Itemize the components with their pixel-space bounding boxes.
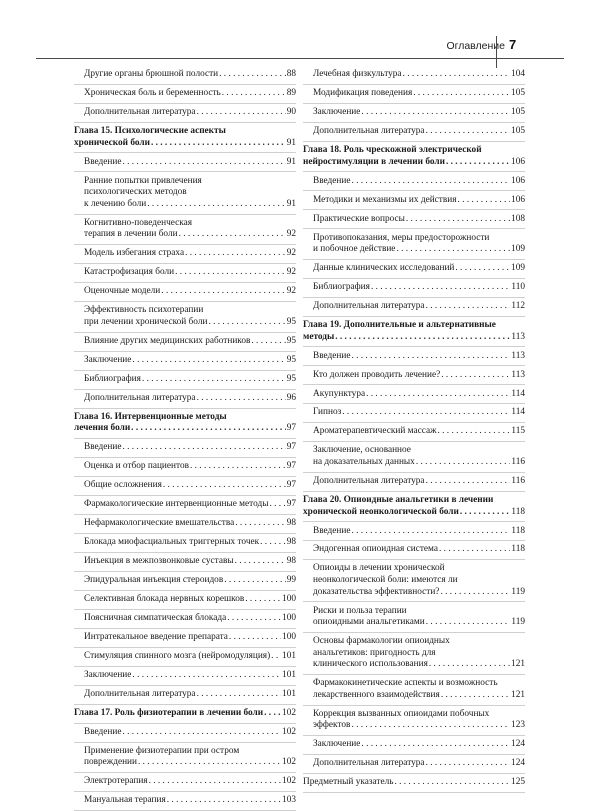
dot-leader — [161, 286, 285, 298]
toc-entry — [74, 245, 296, 264]
toc-entry — [303, 172, 525, 191]
toc-page-number: 113 — [511, 350, 525, 361]
dot-leader — [147, 199, 285, 211]
toc-page-number: 102 — [282, 707, 296, 718]
toc-page-number: 109 — [511, 244, 525, 255]
toc-page-number: 97 — [286, 499, 296, 510]
toc-entry — [74, 553, 296, 572]
toc-page-number: 102 — [282, 757, 296, 768]
toc-entry-title-line: Модификация поведения — [313, 88, 413, 99]
toc-entry-title-line: Хроническая боль и беременность — [84, 88, 221, 99]
toc-entry — [74, 496, 296, 515]
dot-leader — [269, 499, 285, 511]
toc-entry-title-line: Блокада миофасциальных триггерных точек — [84, 537, 260, 548]
toc-page-number: 91 — [286, 156, 296, 167]
toc-chapter-entry — [74, 123, 296, 154]
dot-leader — [351, 176, 510, 188]
toc-chapter-entry — [303, 317, 525, 348]
toc-page-number: 101 — [282, 650, 296, 661]
toc-entry-title-line: Поясничная симпатическая блокада — [84, 612, 227, 623]
toc-entry-title-line: Заключение — [313, 107, 361, 118]
dot-leader — [439, 544, 510, 556]
toc-page-number: 106 — [511, 175, 525, 186]
toc-entry — [74, 283, 296, 302]
toc-entry — [74, 629, 296, 648]
toc-entry — [74, 458, 296, 477]
toc-entry-title-line: анальгетиков: пригодность для — [313, 647, 436, 658]
dot-leader — [458, 195, 511, 207]
toc-page-number: 92 — [286, 267, 296, 278]
toc-entry-title-line: Библиография — [313, 282, 370, 293]
dot-leader — [335, 332, 510, 344]
dot-leader — [342, 407, 510, 419]
toc-entry-title-line: и побочное действие — [313, 244, 396, 255]
dot-leader — [446, 157, 510, 169]
toc-page-number: 104 — [511, 69, 525, 80]
dot-leader — [413, 88, 510, 100]
toc-entry — [303, 602, 525, 633]
toc-chapter-entry — [303, 492, 525, 523]
dot-leader — [441, 690, 510, 702]
toc-entry-title-line: эффектов — [313, 720, 351, 731]
toc-entry — [303, 442, 525, 473]
toc-entry-title-line: неонкологической боли: имеются ли — [313, 575, 458, 586]
toc-entry-title-line: Заключение — [84, 669, 132, 680]
toc-entry — [303, 736, 525, 755]
toc-entry-title-line: повреждении — [84, 757, 137, 768]
dot-leader — [438, 426, 511, 438]
toc-entry — [74, 390, 296, 409]
dot-leader — [366, 389, 510, 401]
toc-page-number: 100 — [282, 631, 296, 642]
toc-entry — [303, 404, 525, 423]
toc-page-number: 118 — [511, 506, 525, 517]
toc-page-number: 118 — [511, 544, 525, 555]
toc-page-number: 103 — [282, 795, 296, 806]
page-number: 7 — [509, 37, 517, 52]
toc-entry-title-line: Эндогенная опиоидная система — [313, 544, 439, 555]
toc-entry-title-line: Дополнительная литература — [84, 392, 196, 403]
toc-page-number: 101 — [282, 688, 296, 699]
dot-leader — [167, 795, 281, 807]
toc-entry — [74, 352, 296, 371]
toc-page-number: 115 — [511, 426, 525, 437]
dot-leader — [149, 776, 281, 788]
toc-entry — [303, 191, 525, 210]
toc-entry — [303, 755, 525, 774]
toc-entry-title-line: к лечению боли — [84, 198, 147, 209]
toc-page-number: 105 — [511, 88, 525, 99]
toc-entry-title-line: Методики и механизмы их действия — [313, 194, 457, 205]
toc-page-number: 98 — [286, 556, 296, 567]
toc-entry — [303, 260, 525, 279]
dot-leader — [416, 457, 511, 469]
toc-entry-title-line: Дополнительная литература — [313, 758, 425, 769]
toc-page-number: 92 — [286, 229, 296, 240]
dot-leader — [426, 301, 511, 313]
toc-page-number: 95 — [286, 335, 296, 346]
toc-entry-title-line: Мануальная терапия — [84, 795, 166, 806]
toc-entry — [303, 123, 525, 142]
toc-entry — [303, 85, 525, 104]
dot-leader — [138, 757, 281, 769]
toc-entry — [303, 279, 525, 298]
toc-entry-title-line: Влияние других медицинских работников — [84, 335, 251, 346]
toc-page-number: 95 — [286, 354, 296, 365]
toc-entry — [74, 439, 296, 458]
toc-entry-title-line: хронической неонкологической боли — [303, 506, 459, 517]
toc-entry-title-line: Заключение — [84, 354, 132, 365]
toc-page-number: 105 — [511, 126, 525, 137]
toc-entry-title-line: Фармакокинетические аспекты и возможность — [313, 678, 498, 689]
toc-entry-title-line: Введение — [313, 350, 351, 361]
toc-entry-title-line: хронической боли — [74, 137, 150, 148]
toc-entry-title-line: Введение — [313, 525, 351, 536]
toc-entry-title-line: Глава 15. Психологические аспекты — [74, 126, 226, 137]
toc-entry-title-line: Инъекция в межпозвонковые суставы — [84, 556, 234, 567]
toc-entry — [303, 706, 525, 737]
toc-entry-title-line: Предметный указатель — [303, 777, 394, 788]
dot-leader — [351, 720, 510, 732]
toc-entry-title-line: Лечебная физкультура — [313, 69, 402, 80]
toc-page-number: 116 — [511, 457, 525, 467]
toc-entry-title-line: Стимуляция спинного мозга (нейромодуляция) — [84, 650, 271, 661]
dot-leader — [197, 393, 286, 405]
dot-leader — [406, 214, 510, 226]
toc-column-left — [74, 66, 296, 811]
toc-entry-title-line: Катастрофизация боли — [84, 267, 175, 278]
toc-entry — [74, 591, 296, 610]
toc-entry — [303, 229, 525, 260]
toc-entry — [303, 774, 525, 793]
toc-entry-title-line: Дополнительная литература — [313, 475, 425, 486]
toc-page-number: 124 — [511, 758, 525, 769]
toc-entry-title-line: Селективная блокада нервных корешков — [84, 594, 245, 604]
header-rule — [36, 58, 564, 59]
toc-entry-title-line: Введение — [84, 442, 122, 453]
toc-page-number: 97 — [286, 480, 296, 491]
toc-entry — [74, 515, 296, 534]
toc-entry-title-line: Риски и польза терапии — [313, 605, 407, 616]
toc-page-number: 100 — [282, 594, 296, 604]
dot-leader — [227, 613, 281, 625]
toc-entry-title-line: Основы фармакологии опиоидных — [313, 636, 450, 647]
toc-page-number: 119 — [511, 586, 525, 597]
toc-entry-title-line: Введение — [313, 175, 351, 186]
toc-page-number: 110 — [511, 282, 525, 293]
toc-page-number: 123 — [511, 720, 525, 731]
toc-entry-title-line: Глава 17. Роль физиотерапии в лечении боли — [74, 707, 264, 718]
toc-entry — [303, 210, 525, 229]
dot-leader — [219, 69, 286, 81]
toc-entry-title-line: Фармакологические интервенционные методы — [84, 499, 269, 510]
toc-page-number: 106 — [511, 194, 525, 205]
toc-entry — [74, 104, 296, 123]
dot-leader — [163, 480, 286, 492]
toc-chapter-entry — [74, 409, 296, 440]
toc-page-number: 97 — [286, 442, 296, 453]
dot-leader — [185, 248, 286, 260]
toc-entry — [74, 371, 296, 390]
header-separator — [496, 36, 497, 68]
toc-entry-title-line: Общие осложнения — [84, 480, 162, 491]
toc-entry — [74, 743, 296, 774]
toc-entry-title-line: Когнитивно-поведенческая — [84, 217, 193, 228]
toc-entry-title-line: клинического использования — [313, 659, 428, 670]
dot-leader — [122, 727, 281, 739]
toc-entry-title-line: Введение — [84, 726, 122, 737]
dot-leader — [440, 587, 510, 599]
toc-entry — [74, 610, 296, 629]
toc-page-number: 108 — [511, 213, 525, 224]
toc-column-right — [303, 66, 525, 793]
toc-page-number: 105 — [511, 107, 525, 118]
toc-entry-title-line: Дополнительная литература — [313, 301, 425, 312]
dot-leader — [429, 659, 510, 671]
toc-page-number: 97 — [286, 423, 296, 434]
toc-entry-title-line: Дополнительная литература — [84, 107, 196, 118]
toc-page-number: 121 — [511, 689, 525, 700]
toc-entry-title-line: лекарственного взаимодействия — [313, 689, 440, 700]
toc-entry-title-line: Кто должен проводить лечение? — [313, 369, 441, 380]
toc-entry-title-line: терапия в лечении боли — [84, 229, 178, 240]
dot-leader — [426, 476, 511, 488]
dot-leader — [264, 708, 281, 720]
toc-page-number: 99 — [286, 575, 296, 586]
toc-page-number: 97 — [286, 461, 296, 472]
dot-leader — [222, 88, 286, 100]
toc-entry — [303, 522, 525, 541]
dot-leader — [460, 507, 511, 519]
toc-entry-title-line: лечения боли — [74, 423, 131, 434]
toc-entry — [74, 773, 296, 792]
toc-entry — [74, 686, 296, 705]
toc-entry-title-line: Нефармакологические вмешательства — [84, 518, 235, 529]
toc-chapter-entry — [74, 705, 296, 724]
toc-page-number: 95 — [286, 316, 296, 327]
toc-entry — [74, 792, 296, 811]
toc-entry-title-line: доказательства эффективности? — [313, 586, 440, 597]
dot-leader — [235, 518, 285, 530]
toc-entry-title-line: Введение — [84, 156, 122, 167]
toc-entry-title-line: опиоидными анальгетиками — [313, 617, 425, 628]
toc-page-number: 95 — [286, 373, 296, 384]
toc-entry — [303, 104, 525, 123]
toc-entry-title-line: Другие органы брюшной полости — [84, 69, 219, 80]
toc-entry-title-line: Библиография — [84, 373, 141, 384]
toc-entry-title-line: нейростимуляции в лечении боли — [303, 156, 445, 167]
dot-leader — [132, 670, 281, 682]
toc-page-number: 98 — [286, 518, 296, 529]
toc-entry-title-line: Коррекция вызванных опиоидами побочных — [313, 708, 490, 719]
dot-leader — [441, 370, 510, 382]
dot-leader — [142, 374, 286, 386]
dot-leader — [426, 126, 510, 138]
toc-entry — [303, 560, 525, 602]
dot-leader — [245, 594, 281, 606]
toc-entry-title-line: психологических методов — [84, 187, 187, 198]
toc-page-number: 96 — [286, 392, 296, 403]
dot-leader — [351, 351, 510, 363]
dot-leader — [361, 107, 510, 119]
toc-entry — [74, 85, 296, 104]
dot-leader — [426, 758, 510, 770]
toc-page-number: 88 — [286, 69, 296, 80]
toc-entry — [74, 648, 296, 667]
dot-leader — [251, 336, 285, 348]
toc-entry-title-line: Интратекальное введение препарата — [84, 631, 228, 642]
toc-entry-title-line: Гипноз — [313, 407, 342, 418]
toc-page-number: 119 — [511, 617, 525, 628]
toc-entry-title-line: при лечении хронической боли — [84, 316, 208, 327]
toc-entry — [74, 215, 296, 246]
toc-entry — [74, 667, 296, 686]
toc-entry — [74, 333, 296, 352]
running-header — [0, 30, 600, 70]
dot-leader — [229, 632, 281, 644]
toc-entry — [303, 385, 525, 404]
toc-page-number: 101 — [282, 669, 296, 680]
toc-entry — [303, 66, 525, 85]
toc-entry-title-line: Оценочные модели — [84, 286, 161, 297]
toc-chapter-entry — [303, 142, 525, 173]
toc-entry — [74, 153, 296, 172]
toc-entry-title-line: Опиоиды в лечении хронической — [313, 563, 445, 574]
dot-leader — [455, 263, 510, 275]
dot-leader — [224, 575, 285, 587]
toc-entry-title-line: на доказательных данных — [313, 457, 415, 467]
toc-page-number: 100 — [282, 612, 296, 623]
toc-page-number: 92 — [286, 248, 296, 259]
dot-leader — [179, 229, 286, 241]
toc-entry — [74, 534, 296, 553]
toc-page-number: 113 — [511, 369, 525, 380]
running-header-title: Оглавление — [446, 40, 505, 52]
toc-page-number: 125 — [511, 777, 525, 788]
toc-entry — [303, 347, 525, 366]
toc-entry — [74, 302, 296, 333]
dot-leader — [132, 355, 285, 367]
toc-entry — [303, 541, 525, 560]
toc-entry-title-line: Глава 19. Дополнительные и альтернативные — [303, 320, 496, 330]
dot-leader — [351, 526, 510, 538]
toc-entry-title-line: Заключение — [313, 739, 361, 750]
toc-entry — [303, 675, 525, 706]
toc-entry-title-line: Противопоказания, меры предосторожности — [313, 232, 490, 243]
toc-entry-title-line: Глава 16. Интервенционные методы — [74, 411, 227, 422]
dot-leader — [190, 461, 286, 473]
dot-leader — [197, 689, 281, 701]
dot-leader — [131, 423, 286, 435]
dot-leader — [403, 69, 510, 81]
toc-page-number: 102 — [282, 776, 296, 787]
toc-page-number: 90 — [286, 107, 296, 118]
toc-entry — [303, 423, 525, 442]
toc-page-number: 112 — [511, 301, 525, 312]
toc-page-number: 113 — [511, 331, 525, 342]
toc-page-number: 118 — [511, 525, 525, 536]
toc-entry — [74, 572, 296, 591]
toc-page-number: 124 — [511, 739, 525, 750]
toc-page-number: 91 — [286, 137, 296, 148]
toc-entry — [74, 66, 296, 85]
toc-entry-title-line: Дополнительная литература — [84, 688, 196, 699]
toc-entry-title-line: Оценка и отбор пациентов — [84, 461, 189, 472]
toc-entry — [74, 724, 296, 743]
toc-page-number: 89 — [286, 88, 296, 99]
dot-leader — [235, 556, 286, 568]
dot-leader — [396, 244, 510, 256]
toc-page-number: 114 — [511, 407, 525, 418]
dot-leader — [175, 267, 286, 279]
toc-entry-title-line: Глава 18. Роль чрескожной электрической — [303, 145, 482, 156]
toc-page-number: 114 — [511, 388, 525, 399]
dot-leader — [394, 777, 510, 789]
dot-leader — [361, 739, 510, 751]
toc-page-number: 106 — [511, 156, 525, 167]
toc-page-number: 91 — [286, 198, 296, 209]
toc-entry-title-line: Применение физиотерапии при остром — [84, 745, 240, 756]
dot-leader — [371, 282, 510, 294]
toc-entry-title-line: Электротерапия — [84, 776, 148, 787]
toc-entry — [74, 172, 296, 214]
toc-entry-title-line: Данные клинических исследований — [313, 263, 455, 274]
toc-entry-title-line: Ароматерапевтический массаж — [313, 426, 437, 437]
toc-entry-title-line: Эффективность психотерапии — [84, 305, 204, 316]
toc-page-number: 102 — [282, 726, 296, 737]
toc-entry-title-line: Акупунктура — [313, 388, 366, 399]
toc-page-number: 109 — [511, 263, 525, 274]
dot-leader — [122, 157, 285, 169]
toc-page-number: 98 — [286, 537, 296, 548]
toc-entry — [74, 477, 296, 496]
dot-leader — [271, 651, 281, 663]
toc-entry-title-line: методы — [303, 331, 335, 342]
dot-leader — [208, 317, 285, 329]
toc-entry-title-line: Модель избегания страха — [84, 248, 185, 259]
toc-entry — [303, 298, 525, 317]
toc-page-number: 92 — [286, 286, 296, 297]
toc-entry — [74, 264, 296, 283]
toc-entry — [303, 473, 525, 492]
toc-entry-title-line: Ранние попытки привлечения — [84, 175, 202, 186]
toc-entry-title-line: Глава 20. Опиоидные анальгетики в лечении — [303, 494, 494, 505]
toc-page-number: 121 — [511, 659, 525, 670]
toc-entry-title-line: Практические вопросы — [313, 213, 405, 224]
toc-page-number: 116 — [511, 475, 525, 486]
toc-entry-title-line: Заключение, основанное — [313, 445, 411, 456]
dot-leader — [151, 138, 286, 150]
dot-leader — [197, 107, 286, 119]
toc-entry-title-line: Дополнительная литература — [313, 126, 425, 137]
toc-entry — [303, 366, 525, 385]
dot-leader — [426, 617, 511, 629]
toc-entry-title-line: Эпидуральная инъекция стероидов — [84, 575, 224, 586]
toc-entry — [303, 633, 525, 675]
dot-leader — [260, 537, 286, 549]
dot-leader — [122, 442, 285, 454]
